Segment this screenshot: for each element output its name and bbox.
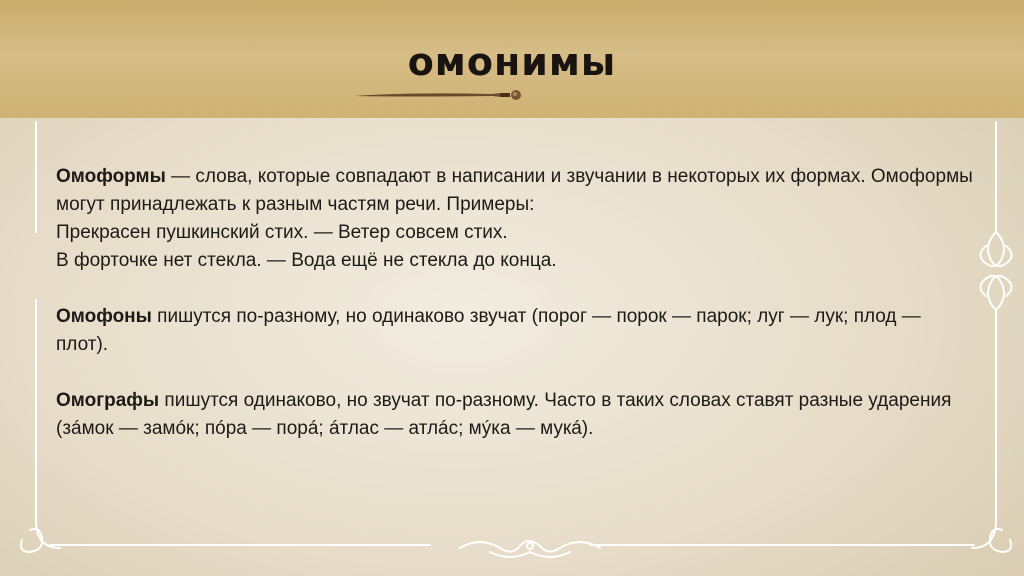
quill-pen-icon <box>352 88 524 102</box>
homophones-definition: пишутся по-разному, но одинаково звучат (порог — порок — парок; луг — лук; плод — плот). <box>56 306 921 355</box>
homoforms-example-1: Прекрасен пушкинский стих. — Ветер совсем стих. <box>56 222 508 243</box>
homoforms-paragraph <box>56 163 976 275</box>
slide-title: омонимы <box>407 40 617 84</box>
homographs-paragraph <box>56 387 976 443</box>
homographs-definition: пишутся одинаково, но звучат по-разному. Часто в таких словах ставят разные ударения (зáмок — замóк; пóра — порá; áтлас — атлáс; мýка — мукá). <box>56 390 952 439</box>
corner-flourish-icon <box>21 520 1011 552</box>
homoforms-term: Омоформы <box>56 166 166 187</box>
header-scalloped-edge <box>0 108 1024 122</box>
homoforms-definition: — слова, которые совпадают в написании и звучании в некоторых их формах. Омоформы могут принадлежать к разным частям речи. Примеры: <box>56 166 973 215</box>
content-area <box>56 163 976 471</box>
homophones-term: Омофоны <box>56 306 152 327</box>
homographs-term: Омографы <box>56 390 160 411</box>
homophones-paragraph <box>56 303 976 359</box>
homoforms-example-2: В форточке нет стекла. — Вода ещё не стекла до конца. <box>56 250 557 271</box>
